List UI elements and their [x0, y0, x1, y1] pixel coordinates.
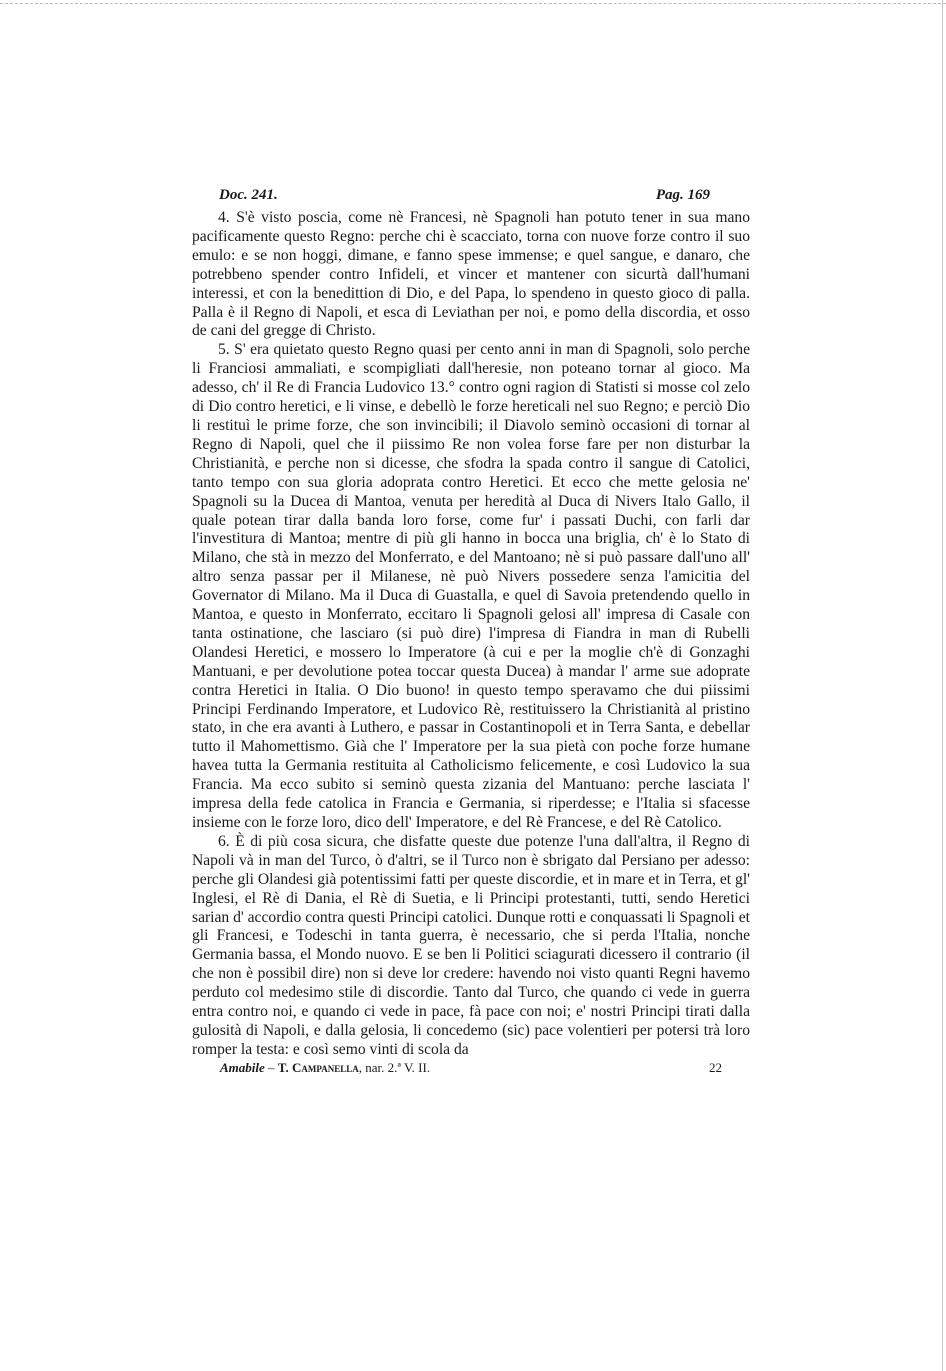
- footer-citation: [220, 1060, 430, 1076]
- scan-right-edge: [942, 0, 943, 1371]
- body-text: [192, 209, 750, 1060]
- document-number: Doc. 241.: [219, 187, 278, 203]
- page-number: Pag. 169: [655, 187, 710, 203]
- scan-top-edge: [0, 3, 946, 4]
- footer-dash: –: [264, 1059, 278, 1075]
- footer-author: Amabile: [220, 1059, 265, 1075]
- paragraph-5: 5. S' era quietato questo Regno quasi per cento anni in man di Spagnoli, solo perche li Franciosi ammaliati, e scompigliati dall'heresie, non poteano tornar al gioco. Ma adesso, ch' il Re di Francia Ludovico 13.° contro ogni ragion di Statisti si mosse col zelo di Dio contro heretici, e li vinse, e debellò le forze hereticali nel suo Regno; e perciò Dio li restituì le prime forze, che son invincibili; il Diavolo seminò occasioni di tornar al Regno di Napoli, quel che il piissimo Re non volea forse fare per non disturbar la Christianità, e perche non si dicesse, che sfodra la spada contro il sangue di Catolici, tanto tempo con sua gloria adoprata contro Heretici. Et ecco che mette gelosia ne' Spagnoli su la Ducea di Mantoa, venuta per heredità al Duca di Nivers Italo Gallo, il quale potean tirar dalla banda loro forse, come fur' i passati Duchi, con farli dar l'investitura di Mantoa; mentre di più gli hanno in bocca una briglia, ch' è lo Stato di Milano, che stà in mezzo del Monferrato, e del Mantoano; nè si può passare dall'uno all' altro senza passar per il Milanese, nè può Nivers possedere senza l'amicitia del Governator di Milano. Ma il Duca di Guastalla, e quel di Savoia pretendendo quello in Mantoa, e questo in Monferrato, eccitaro li Spagnoli gelosi all' impresa di Casale con tanta ostinatione, che lasciaro (si può dire) l'impresa di Fiandra in man di Rubelli Olandesi Heretici, e mossero lo Imperatore (à cui e per la moglie ch'è di Gonzaghi Mantuani, e per devolutione potea toccar questa Ducea) à mandar l' arme sue adoprate contra Heretici in Italia. O Dio buono! in questo tempo speravamo che dui piissimi Principi Ferdinando Imperatore, et Ludovico Rè, restituissero la Christianità al pristino stato, in che era avanti à Luthero, e passar in Costantinopoli et in Terra Santa, e debellar tutto il Mahomettismo. Già che l' Imperatore per la sua pietà con poche forze humane havea tutta la Germania restituita al Catholicismo felicemente, e così Ludovico la sua Francia. Ma ecco subito si seminò questa zizania del Mantuano: perche lasciata l' impresa della fede catolica in Francia e Germania, si riperdesse; e l'Italia si sfacesse insieme con le forze loro, dico dell' Imperatore, e del Rè Francese, e del Rè Catolico.: [192, 341, 750, 831]
- footer-name: T. Campanella: [277, 1059, 359, 1075]
- page-footer: [192, 1060, 750, 1076]
- document-page: [192, 185, 750, 1076]
- footer-signature: 22: [709, 1059, 722, 1075]
- running-head: [192, 185, 750, 205]
- paragraph-4: 4. S'è visto poscia, come nè Francesi, nè Spagnoli han potuto tener in sua mano pacificamente questo Regno: perche chi è scacciato, torna con nuove forze contro il suo emulo: e se non hoggi, dimane, e fanno spese immense; e quel sangue, e danaro, che potrebbeno spender contro Infideli, et vincer et mantener con sicurtà dall'humani interessi, et con la benedittion di Dio, e del Papa, lo spendeno in questo gioco di palla. Palla è il Regno di Napoli, et esca di Leviathan per noi, e pomo della discordia, et osso de cani del gregge di Christo.: [192, 209, 750, 340]
- paragraph-6: 6. È di più cosa sicura, che disfatte queste due potenze l'una dall'altra, il Regno di Napoli và in man del Turco, ò d'altri, se il Turco non è sbrigato dal Persiano per adesso: perche gli Olandesi già potentissimi fatti per queste discordie, et in mare et in Terra, et gl' Inglesi, el Rè di Dania, el Rè di Suetia, e li Principi protestanti, tutti, sendo Heretici sarian d' accordio contra questi Principi catolici. Dunque rotti e conquassati li Spagnoli et gli Francesi, e Todeschi in tanta guerra, è necessario, che si perda l'Italia, nonche Germania bassa, el Mondo nuovo. E se ben li Politici sciagurati dicessero il contrario (il che non è possibil dire) non si deve lor credere: havendo noi visto quanti Regni havemo perduto col medesimo stile di discordie. Tanto dal Turco, che quando ci vede in guerra entra contro noi, e quando ci vede in pace, fà pace con noi; e' nostri Principi tirati dalla gulosità di Napoli, e dalla gelosia, li concedemo (sic) pace volentieri per potersi trà loro romper la testa: e così semo vinti di scola da: [192, 832, 750, 1058]
- footer-volume: , nar. 2.ª V. II.: [358, 1059, 431, 1075]
